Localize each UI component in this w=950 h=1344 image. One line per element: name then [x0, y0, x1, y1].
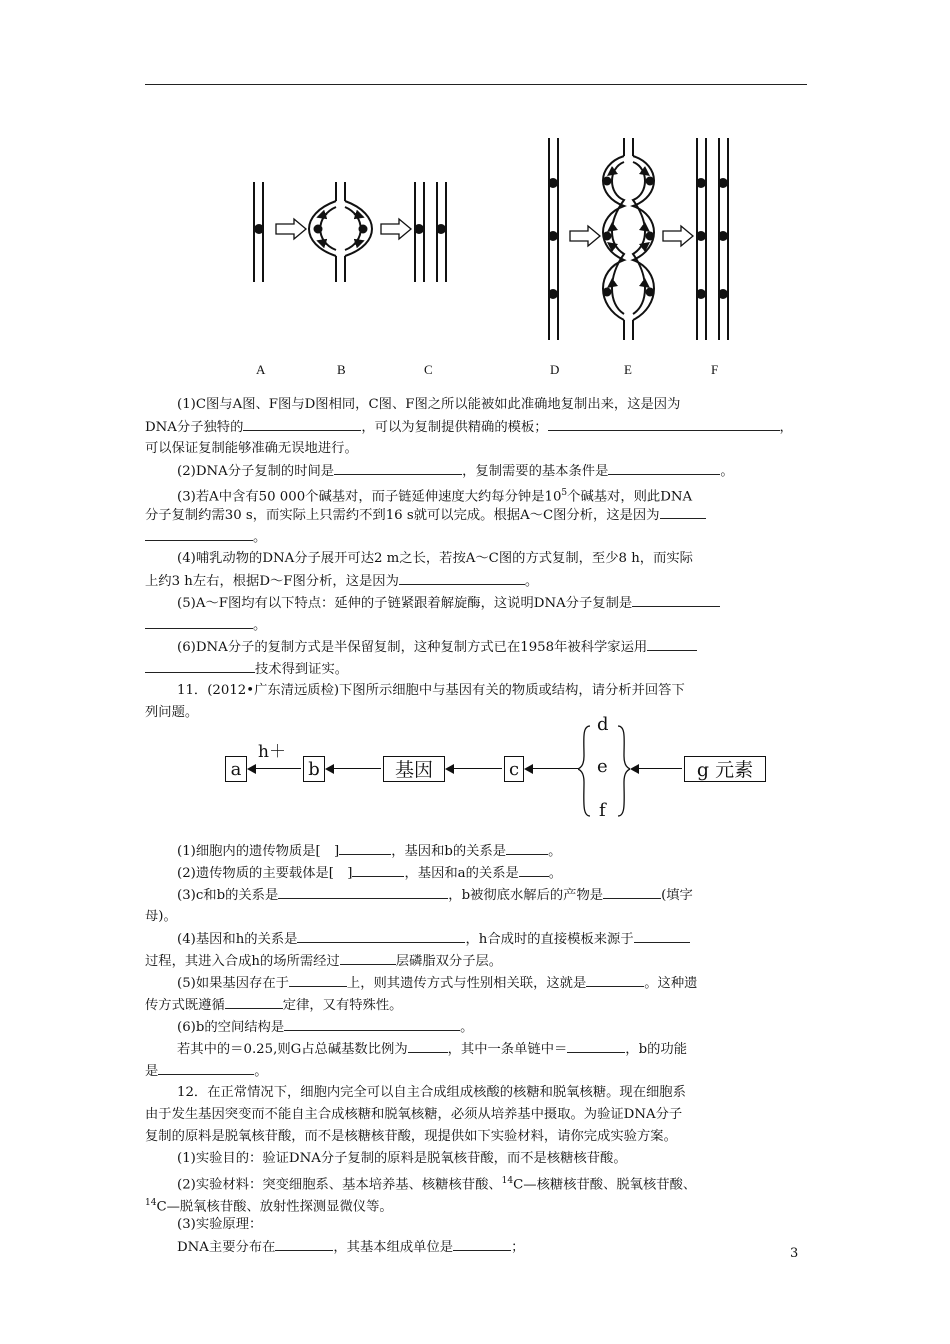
q10-p1-line2: DNA分子独特的 ，可以为复制提供精确的模板； ， — [145, 416, 810, 440]
box-c: c — [504, 756, 524, 782]
q11-s7-line2: 是 。 — [145, 1060, 810, 1084]
q11-intro-line1: 11．(2012•广东清远质检)下图所示细胞中与基因有关的物质或结构，请分析并回答下 — [177, 683, 685, 698]
figure-label-f: F — [711, 362, 719, 377]
dna-replication-figure — [0, 0, 950, 400]
q11-s4-line2: 过程，其进入合成h的场所需经过 层磷脂双分子层。 — [145, 950, 810, 974]
q12-line7: (3)实验原理： — [177, 1217, 263, 1232]
q11-s5-line1: (5)如果基因存在于 上，则其遗传方式与性别相关联，这就是 。这种遗 — [145, 972, 842, 996]
arrow-def-to-c — [526, 768, 578, 769]
panel-e-bubbles — [603, 138, 654, 340]
label-h-plus: h＋ — [258, 742, 286, 762]
figure-label-a: A — [256, 362, 266, 377]
q12-line5: (2)实验材料：突变细胞系、基本培养基、核糖核苷酸、$^{14}$C—核糖核苷酸、脱氧核苷酸、 — [177, 1176, 697, 1193]
q12-line3: 复制的原料是脱氧核苷酸，而不是核糖核苷酸，现提供如下实验材料，请你完成实验方案。 — [145, 1129, 677, 1144]
box-a: a — [225, 756, 247, 782]
q11-intro-line2: 列问题。 — [145, 705, 199, 720]
q10-p1-line1: (1)C图与A图、F图与D图相同，C图、F图之所以能被如此准确地复制出来，这是因为 — [177, 397, 681, 412]
box-gene: 基因 — [383, 756, 445, 782]
panel-a-strand — [254, 182, 263, 282]
q12-line4: (1)实验目的：验证DNA分子复制的原料是脱氧核苷酸，而不是核糖核苷酸。 — [177, 1151, 627, 1166]
q10-p3-line1: (3)若A中含有50 000个碱基对，而子链延伸速度大约每分钟是$10^5$个碱基对，则此DNA — [177, 488, 693, 505]
panel-d-strand — [549, 138, 558, 340]
q10-p3-line2: 分子复制约需30 s，而实际上只需约不到16 s就可以完成。根据A～C图分析，这是因为 — [145, 504, 810, 528]
q11-s7-line1: 若其中的＝0.25,则G占总碱基数比例为 ，其中一条单链中＝ ，b的功能 — [145, 1038, 842, 1062]
q10-p3-line3: 。 — [145, 526, 810, 550]
arrow-g-to-def — [632, 768, 682, 769]
q10-p2: (2)DNA分子复制的时间是 ，复制需要的基本条件是 。 — [145, 460, 842, 484]
label-e: e — [597, 756, 608, 777]
q10-p5-line1: (5)A～F图均有以下特点：延伸的子链紧跟着解旋酶，这说明DNA分子复制是 — [145, 592, 842, 616]
q10-p6-line1: (6)DNA分子的复制方式是半保留复制，这种复制方式已在1958年被科学家运用 — [145, 636, 842, 660]
q11-s5-line2: 传方式既遵循 定律，又有特殊性。 — [145, 994, 810, 1018]
q10-p4-line2: 上约3 h左右，根据D～F图分析，这是因为 。 — [145, 570, 810, 594]
figure-label-b: B — [337, 362, 346, 377]
label-f: f — [599, 800, 606, 821]
q11-s4-line1: (4)基因和h的关系是 ，h合成时的直接模板来源于 — [145, 928, 842, 952]
arrow-b-to-a — [249, 768, 301, 769]
arrow-c-to-gene — [447, 768, 502, 769]
q12-line6: $^{14}$C—脱氧核苷酸、放射性探测显微仪等。 — [145, 1198, 393, 1215]
q12-line8: DNA主要分布在 ，其基本组成单位是 ； — [145, 1236, 842, 1260]
q11-s3-line2: 母)。 — [145, 909, 177, 924]
q12-line1: 12．在正常情况下，细胞内完全可以自主合成组成核酸的核糖和脱氧核糖。现在细胞系 — [177, 1085, 686, 1100]
q10-p1-line3: 可以保证复制能够准确无误地进行。 — [145, 441, 358, 456]
q11-s6: (6)b的空间结构是 。 — [145, 1016, 842, 1040]
q10-p5-line2: 。 — [145, 614, 810, 638]
label-d: d — [597, 714, 609, 735]
figure-label-d: D — [550, 362, 560, 377]
panel-b-bubble — [309, 182, 372, 282]
box-b: b — [303, 756, 325, 782]
panel-c-strands — [415, 182, 446, 282]
figure-label-e: E — [624, 362, 632, 377]
q10-p6-line2: 技术得到证实。 — [145, 658, 810, 682]
q10-p4-line1: (4)哺乳动物的DNA分子展开可达2 m之长，若按A～C图的方式复制，至少8 h，而实际 — [177, 551, 693, 566]
page-number: 3 — [790, 1246, 799, 1261]
box-g-element: g 元素 — [684, 756, 766, 782]
q11-s3-line1: (3)c和b的关系是 ，b被彻底水解后的产物是 (填字 — [145, 884, 842, 908]
figure-label-c: C — [424, 362, 433, 377]
q11-s1: (1)细胞内的遗传物质是[ ] ，基因和b的关系是 。 — [145, 840, 842, 864]
q11-s2: (2)遗传物质的主要载体是[ ] ，基因和a的关系是 。 — [145, 862, 842, 886]
arrow-gene-to-b — [327, 768, 381, 769]
q12-line2: 由于发生基因突变而不能自主合成核糖和脱氧核糖，必须从培养基中摄取。为验证DNA分子 — [145, 1107, 683, 1122]
panel-f-strands — [697, 138, 728, 340]
